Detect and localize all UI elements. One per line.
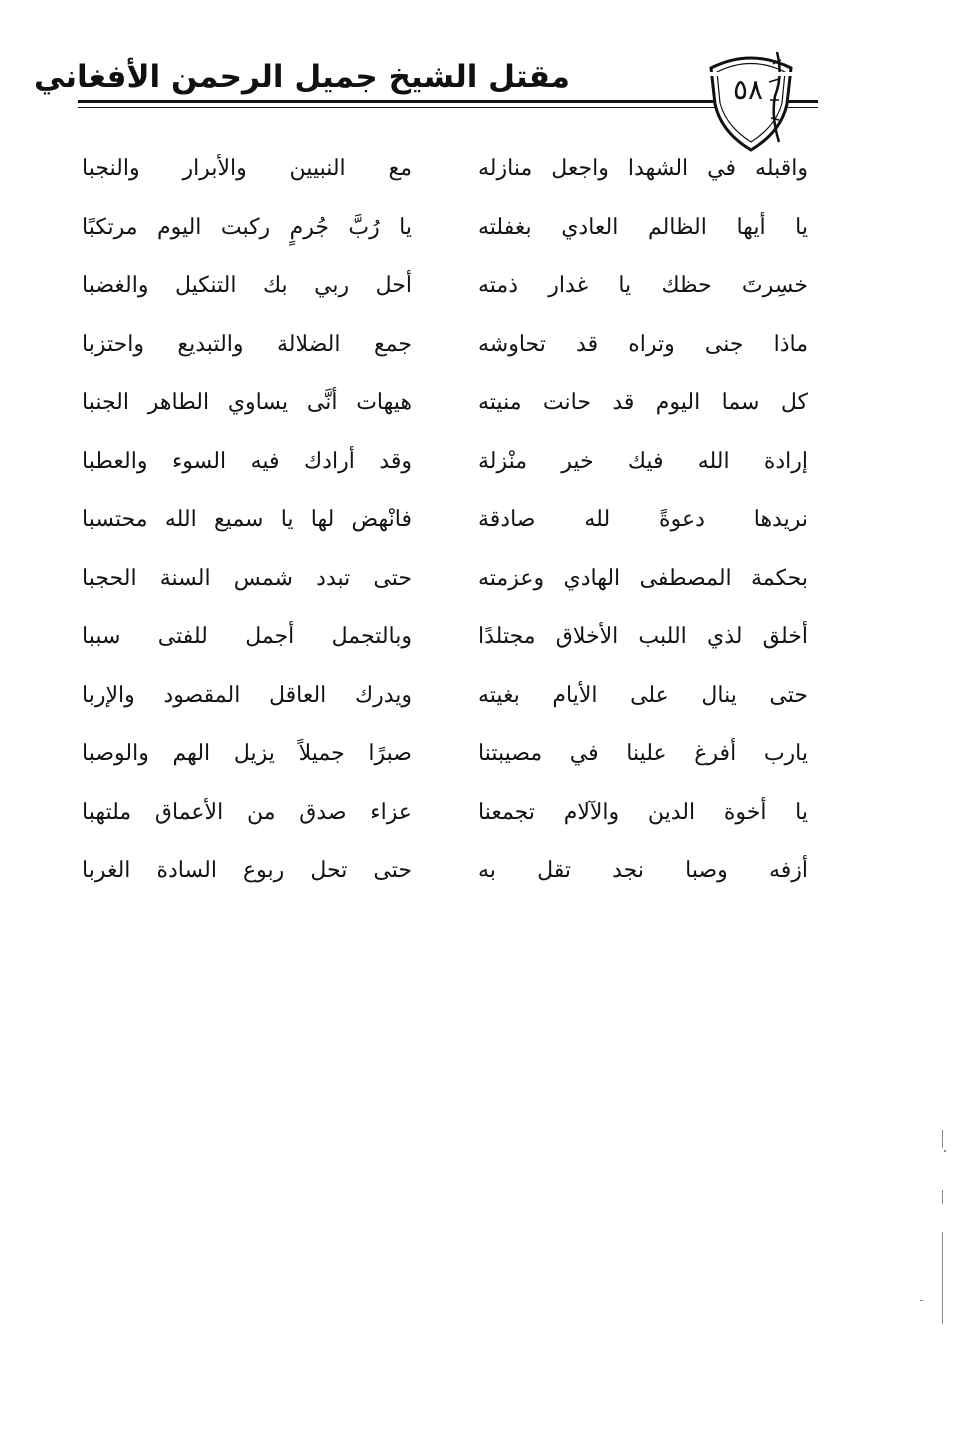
- verse-second-hemistich: هيهات أنَّى يساوي الطاهر الجنبا: [82, 390, 412, 415]
- verse-second-hemistich: صبرًا جميلاً يزيل الهم والوصبا: [82, 741, 412, 766]
- verse: [70, 842, 830, 901]
- verse: [70, 784, 830, 843]
- verse-second-hemistich: ويدرك العاقل المقصود والإربا: [82, 682, 412, 708]
- verse: [70, 316, 830, 375]
- scan-mark: [944, 1150, 946, 1152]
- page-header: [34, 36, 818, 136]
- verse-first-hemistich: ماذا جنى وتراه قد تحاوشه: [478, 331, 808, 357]
- verse-first-hemistich: أخلق لذي اللبب الأخلاق مجتلدًا: [478, 624, 808, 649]
- verse-first-hemistich: واقبله في الشهدا واجعل منازله: [478, 156, 808, 181]
- verse: [70, 667, 830, 726]
- scan-mark: [920, 1300, 923, 1301]
- verse-second-hemistich: أحل ربي بك التنكيل والغضبا: [82, 273, 412, 298]
- verse-second-hemistich: جمع الضلالة والتبديع واحتزبا: [82, 331, 412, 357]
- verse-first-hemistich: يا أخوة الدين والآلام تجمعنا: [478, 799, 808, 825]
- verse: [70, 140, 830, 199]
- verse-first-hemistich: كل سما اليوم قد حانت منيته: [478, 390, 808, 415]
- verse-second-hemistich: وقد أرادك فيه السوء والعطبا: [82, 448, 412, 474]
- verse-second-hemistich: حتى تبدد شمس السنة الحجبا: [82, 565, 412, 591]
- scan-mark: [942, 1190, 943, 1204]
- verse-first-hemistich: إرادة الله فيك خير منْزلة: [478, 448, 808, 474]
- verse: [70, 374, 830, 433]
- verse: [70, 725, 830, 784]
- running-title: مقتل الشيخ جميل الرحمن الأفغاني: [34, 59, 570, 95]
- verse-second-hemistich: عزاء صدق من الأعماق ملتهبا: [82, 799, 412, 825]
- verse-first-hemistich: حتى ينال على الأيام بغيته: [478, 682, 808, 708]
- verse-first-hemistich: يارب أفرغ علينا في مصيبتنا: [478, 741, 808, 766]
- verse-first-hemistich: نريدها دعوةً لله صادقة: [478, 507, 808, 532]
- verse-first-hemistich: يا أيها الظالم العادي بغفلته: [478, 214, 808, 240]
- verse: [70, 491, 830, 550]
- scan-mark: [942, 1130, 943, 1148]
- verse-second-hemistich: فانْهض لها يا سميع الله محتسبا: [82, 507, 412, 532]
- verse: [70, 550, 830, 609]
- verse-first-hemistich: أزفه وصبا نجد تقل به: [478, 858, 808, 883]
- poem: [70, 140, 830, 901]
- verse: [70, 199, 830, 258]
- verse-second-hemistich: مع النبيين والأبرار والنجبا: [82, 156, 412, 181]
- page-number: ٥٨: [732, 73, 764, 106]
- verse-second-hemistich: وبالتجمل أجمل للفتى سببا: [82, 624, 412, 649]
- verse: [70, 257, 830, 316]
- verse-second-hemistich: يا رُبَّ جُرمٍ ركبت اليوم مرتكبًا: [82, 214, 412, 240]
- scan-mark: [942, 1232, 943, 1324]
- verse-first-hemistich: بحكمة المصطفى الهادي وعزمته: [478, 565, 808, 591]
- verse-first-hemistich: خسِرتَ حظك يا غدار ذمته: [478, 273, 808, 298]
- verse-second-hemistich: حتى تحل ربوع السادة الغربا: [82, 858, 412, 883]
- verse: [70, 608, 830, 667]
- verse: [70, 433, 830, 492]
